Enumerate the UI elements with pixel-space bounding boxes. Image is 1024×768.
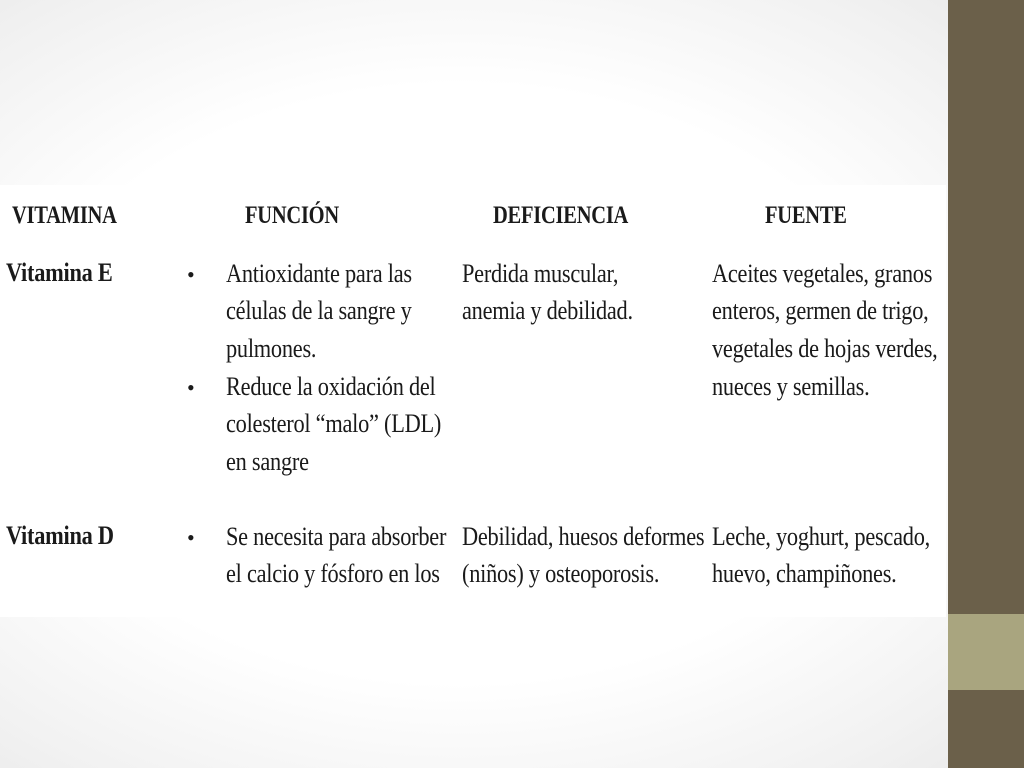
- funcion-line: Antioxidante para las: [226, 259, 412, 288]
- funcion-line: en sangre: [226, 447, 309, 476]
- row-label-vitamina-e: Vitamina E: [6, 258, 113, 287]
- bullet-icon: •: [187, 262, 195, 287]
- funcion-line: pulmones.: [226, 334, 317, 363]
- funcion-line: el calcio y fósforo en los: [226, 559, 440, 588]
- fuente-line: enteros, germen de trigo,: [712, 296, 929, 325]
- funcion-line: células de la sangre y: [226, 296, 412, 325]
- fuente-line: Aceites vegetales, granos: [712, 259, 933, 288]
- deficiencia-line: anemia y debilidad.: [462, 296, 633, 325]
- bullet-icon: •: [187, 375, 195, 400]
- deficiencia-line: Perdida muscular,: [462, 259, 619, 288]
- fuente-line: Leche, yoghurt, pescado,: [712, 522, 930, 551]
- deficiencia-line: (niños) y osteoporosis.: [462, 559, 660, 588]
- header-fuente: FUENTE: [765, 202, 847, 229]
- header-vitamina: VITAMINA: [12, 202, 117, 229]
- bullet-icon: •: [187, 525, 195, 550]
- fuente-line: huevo, champiñones.: [712, 559, 897, 588]
- row-label-vitamina-d: Vitamina D: [6, 521, 114, 550]
- header-funcion: FUNCIÓN: [245, 202, 339, 229]
- funcion-line: Reduce la oxidación del: [226, 372, 436, 401]
- funcion-line: Se necesita para absorber: [226, 522, 447, 551]
- fuente-line: vegetales de hojas verdes,: [712, 334, 938, 363]
- slide-sidebar-accent: [948, 614, 1024, 690]
- header-deficiencia: DEFICIENCIA: [493, 202, 629, 229]
- fuente-line: nueces y semillas.: [712, 372, 870, 401]
- funcion-line: colesterol “malo” (LDL): [226, 409, 442, 438]
- deficiencia-line: Debilidad, huesos deformes: [462, 522, 705, 551]
- slide-sidebar: [948, 0, 1024, 768]
- vitamin-table: [0, 185, 946, 617]
